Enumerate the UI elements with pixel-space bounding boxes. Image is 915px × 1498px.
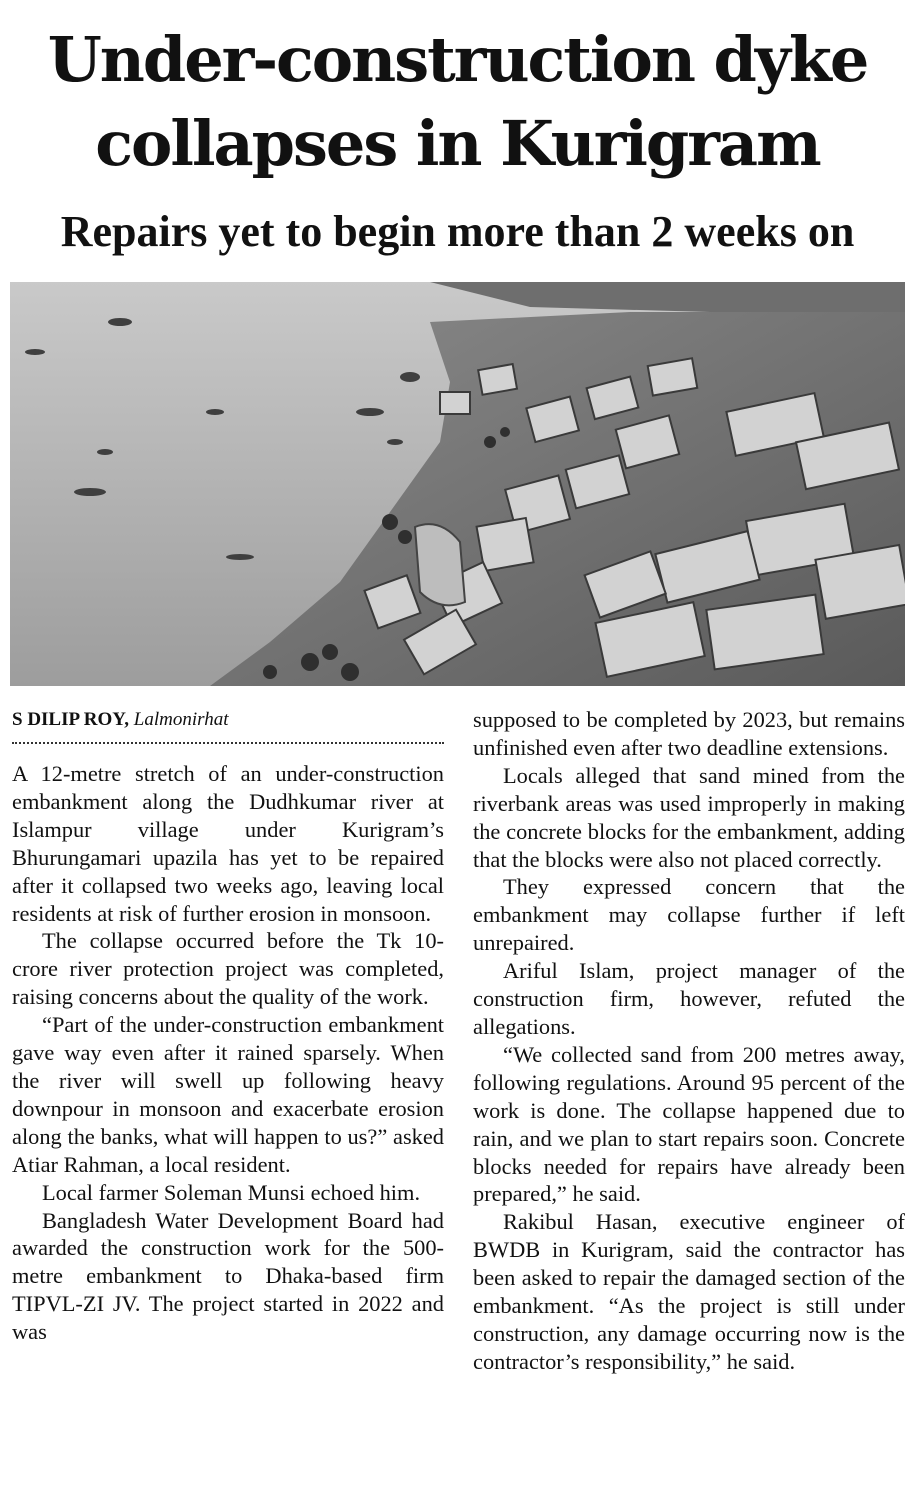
paragraph: “Part of the under-construction embankment gave way even after it rained sparsely. When the river will swell up following heavy downpour in monsoon and exacerbate erosion along the banks, what will happen to us?” asked Atiar Rahman, a local resident. xyxy=(12,1012,444,1177)
paragraph: Bangladesh Water Development Board had awarded the construction work for the 500-metre embankment to Dhaka-based firm TIPVL-ZI JV. The project started in 2022 and was xyxy=(12,1207,444,1345)
byline-divider xyxy=(12,742,444,744)
byline-location: Lalmonirhat xyxy=(133,709,229,730)
headline xyxy=(0,18,915,186)
paragraph: supposed to be completed by 2023, but remains unfinished even after two deadline extensions. xyxy=(473,707,905,760)
headline-line-2: collapses in Kurigram xyxy=(95,107,820,180)
riverbank-photo xyxy=(10,282,905,686)
paragraph: A 12-metre stretch of an under-construction embankment along the Dudhkumar river at Islampur village under Kurigram’s Bhurungamari upazila has yet to be repaired after it collapsed two weeks ago, leaving local residents at risk of further erosion in monsoon. xyxy=(12,761,444,926)
headline-line-1: Under-construction dyke xyxy=(47,23,868,96)
byline-name: S DILIP ROY, xyxy=(12,709,130,730)
byline xyxy=(12,708,444,732)
paragraph: The collapse occurred before the Tk 10-crore river protection project was completed, raising concerns about the quality of the work. xyxy=(12,928,444,1010)
paragraph: Ariful Islam, project manager of the construction firm, however, refuted the allegations. xyxy=(473,958,905,1039)
paragraph: Locals alleged that sand mined from the riverbank areas was used improperly in making the concrete blocks for the embankment, adding that the blocks were also not placed correctly. xyxy=(473,762,905,872)
paragraph: Local farmer Soleman Munsi echoed him. xyxy=(42,1179,421,1205)
riverbank-photo-icon xyxy=(10,282,905,686)
paragraph: They expressed concern that the embankment may collapse further if left unrepaired. xyxy=(473,874,905,956)
subheadline: Repairs yet to begin more than 2 weeks on xyxy=(60,207,855,256)
article-column-1 xyxy=(12,760,444,1346)
article-column-2 xyxy=(473,706,905,1376)
paragraph: Rakibul Hasan, executive engineer of BWDB in Kurigram, said the contractor has been asked to repair the damaged section of the embankment. “As the project is still under construction, any damage occurring now is the contractor’s responsibility,” he said. xyxy=(473,1209,905,1374)
paragraph: “We collected sand from 200 metres away, following regulations. Around 95 percent of the work is done. The collapse happened due to rain, and we plan to start repairs soon. Concrete blocks needed for repairs have already been prepared,” he said. xyxy=(473,1041,905,1207)
